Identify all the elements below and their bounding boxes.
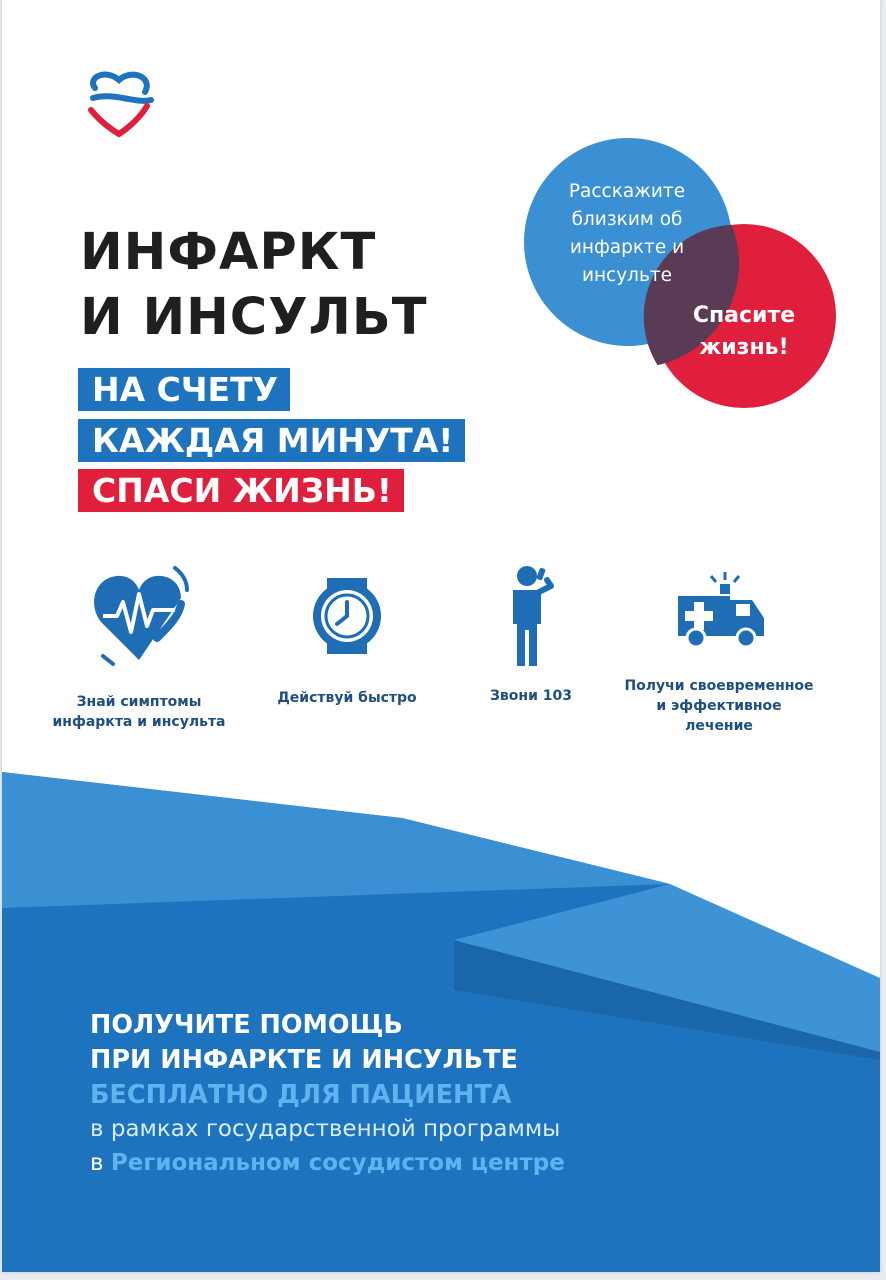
cta-line-program: в рамках государственной программы <box>90 1116 561 1142</box>
circles-callout <box>522 136 842 426</box>
ribbon-save-life: СПАСИ ЖИЗНЬ! <box>78 469 404 512</box>
cta-line-1: ПОЛУЧИТЕ ПОМОЩЬ <box>90 1010 403 1040</box>
steps-row <box>2 560 880 780</box>
circle-save-lives-text: Спасите жизнь! <box>692 303 796 360</box>
step-act-fast-label: Действуй быстро <box>277 690 417 706</box>
step-call-103 <box>436 560 626 706</box>
cta-line-free: БЕСПЛАТНО ДЛЯ ПАЦИЕНТА <box>90 1080 512 1110</box>
ribbon-on-count: НА СЧЕТУ <box>78 368 290 411</box>
ambulance-icon <box>664 560 774 670</box>
cta-line-center <box>90 1146 850 1181</box>
watch-icon <box>297 560 397 670</box>
title-line-1: ИНФАРКТ <box>80 223 377 282</box>
circle-tell-relatives-text: Расскажите близким об инфаркте и инсульте <box>568 181 686 286</box>
cta-line-2: ПРИ ИНФАРКТЕ И ИНСУЛЬТЕ <box>90 1045 518 1075</box>
ribbon-every-minute: КАЖДАЯ МИНУТА! <box>78 419 465 462</box>
step-symptoms <box>44 560 234 732</box>
cta-line-center-prefix: в <box>90 1150 104 1176</box>
cta-line-center-name: Региональном сосудистом центре <box>110 1150 565 1176</box>
step-get-treatment-label: Получи своевременное и эффективное лечение <box>624 678 814 734</box>
heart-pulse-icon <box>89 560 189 670</box>
poster-title <box>80 220 428 350</box>
poster-sheet <box>2 0 880 1272</box>
step-get-treatment <box>624 560 814 736</box>
help-info-block <box>90 1008 850 1181</box>
step-symptoms-label: Знай симптомы инфаркта и инсульта <box>52 694 226 730</box>
step-call-103-label: Звони 103 <box>489 688 572 704</box>
person-phone-icon <box>481 560 581 670</box>
heart-logo-icon <box>85 70 155 138</box>
step-act-fast <box>252 560 442 708</box>
title-line-2: И ИНСУЛЬТ <box>80 288 428 347</box>
